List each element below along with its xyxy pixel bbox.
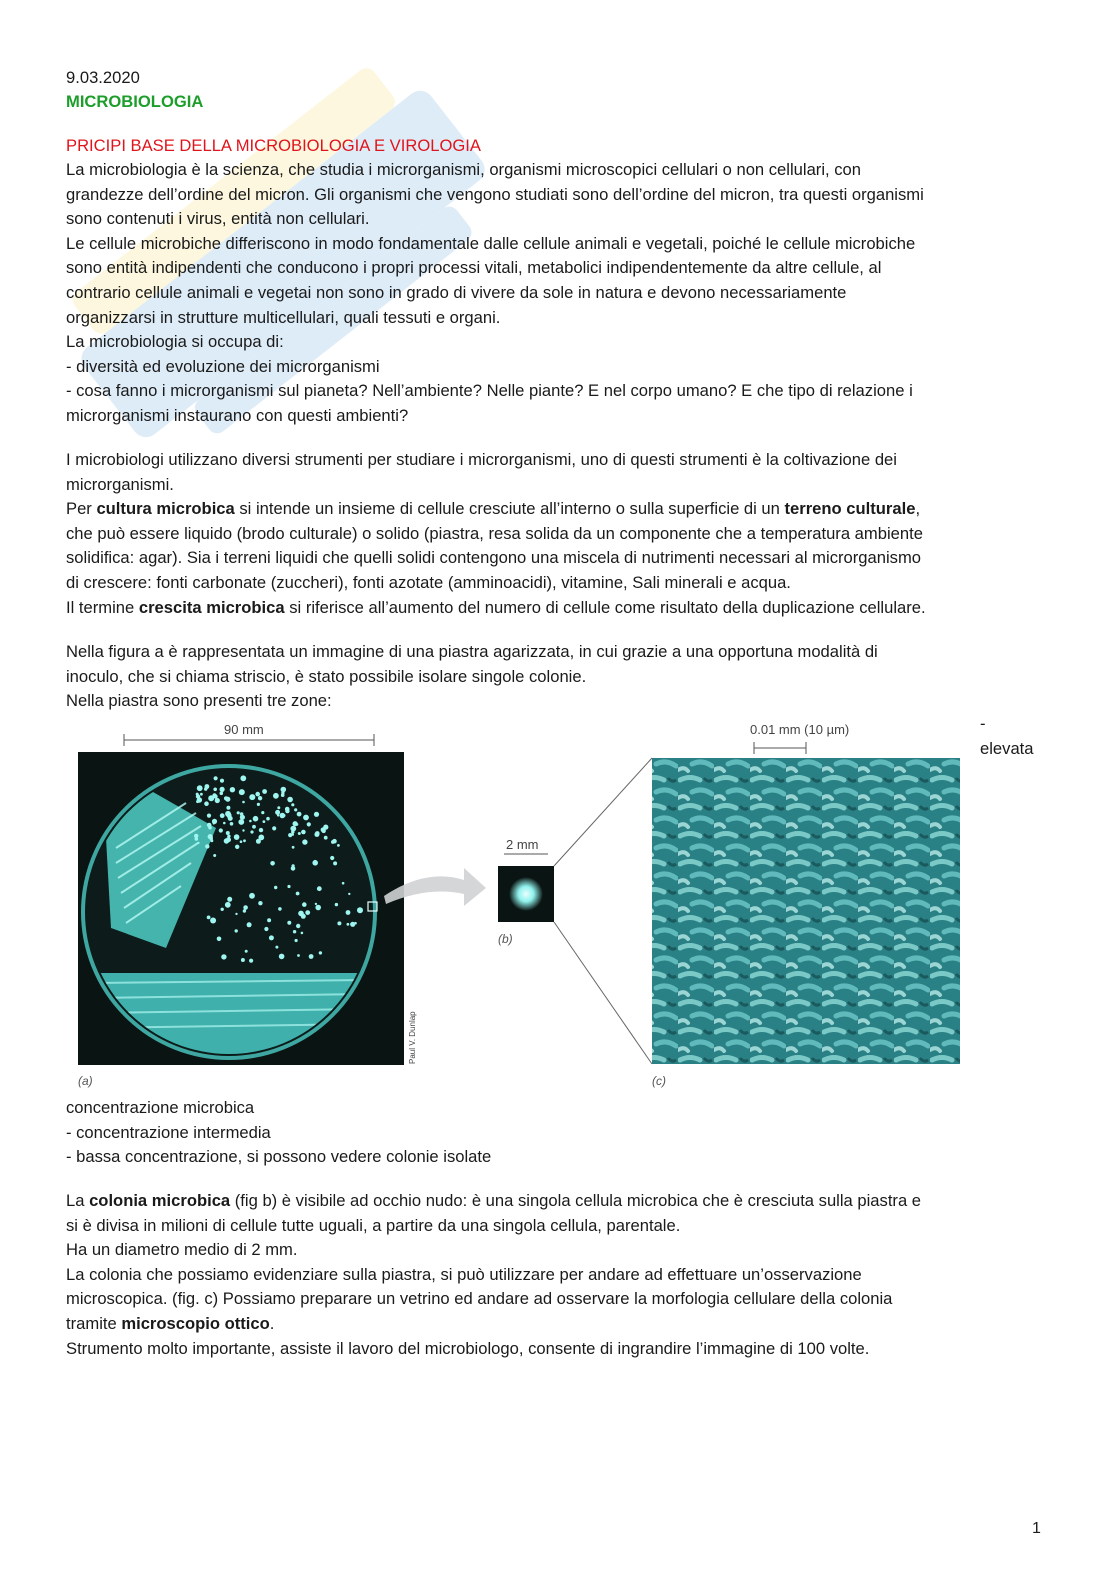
text-line: che può essere liquido (brodo culturale) o solido (piastra, resa solida da un componente che a temperatura ambiente [66,523,923,543]
colony-dot [315,903,317,905]
text-run: , [915,499,921,519]
term-cultura-microbica: cultura microbica [96,499,235,519]
colony-dot [333,861,337,865]
sem-cell-image-shade [652,758,960,1064]
colony-dot [337,921,341,925]
photo-credit: Paul V. Dunlap [408,1011,417,1064]
colony-dot [309,954,314,959]
colony-dot [274,886,277,889]
section-title: PRICIPI BASE DELLA MICROBIOLOGIA E VIROLOGIA [66,136,481,155]
colony-dot [217,937,222,942]
colony-dot [307,822,311,826]
text-line: organizzarsi in strutture multicellulari, quali tessuti e organi. [66,307,501,327]
colony-dot [238,819,244,825]
single-colony [509,877,543,911]
colony-dot [255,792,260,797]
colony-dot [243,839,246,842]
colony-dot [258,901,262,905]
colony-dot [220,813,225,818]
colony-dot [239,789,245,795]
colony-dot [297,812,302,817]
colony-dot [270,861,275,866]
text-run: (fig b) è visibile ad occhio nudo: è una singola cellula microbica che è cresciuta sulla piastra e [230,1191,922,1210]
list-item: - diversità ed evoluzione dei microrganismi [66,356,380,376]
colony-dot [240,840,243,843]
colony-dot [242,801,245,804]
colony-dot [288,833,292,837]
colony-dot [225,902,231,908]
colony-dot [234,834,240,840]
colony-dot [301,830,306,835]
text-line: microrganismi. [66,474,174,494]
text-line: solidifica: agar). Sia i terreni liquidi che quelli solidi contengono una miscela di nutrimenti necessari al microrganismo [66,548,921,568]
colony-dot [275,810,280,815]
colony-dot [296,924,300,928]
colony-dot [213,854,216,857]
colony-dot [210,918,216,924]
colony-dot [205,844,209,848]
colony-dot [225,797,230,802]
colony-dot [317,886,322,891]
colony-dot [227,835,230,838]
colony-dot [235,845,239,849]
intro-paragraph [66,158,1056,429]
colony-dot [323,825,328,830]
colony-dot [196,793,199,796]
colony-dot [319,951,322,954]
colony-dot [219,828,223,832]
colony-dot [354,922,357,925]
scale-label-b: 2 mm [506,837,539,852]
colony-dot [277,814,279,816]
colony-dot [347,923,350,926]
list-item: concentrazione microbica [66,1098,255,1117]
colony-dot [267,918,271,922]
colony-dot [285,809,289,813]
colony-dot [330,856,334,860]
colony-dot [253,816,259,822]
colony-dot [295,939,298,942]
text-line: Strumento molto importante, assiste il lavoro del microbiologo, consente di ingrandire l’immagine di 100 volte. [66,1338,870,1358]
term-crescita-microbica: crescita microbica [138,597,285,617]
colony-dot [196,800,199,803]
colony-dot [207,916,211,920]
colony-dot [225,811,231,817]
colony-dot [292,864,295,867]
colony-dot [315,905,321,911]
colony-dot [302,902,307,907]
colony-dot [278,907,282,911]
colony-dot [220,792,224,796]
colony-dot [291,803,294,806]
side-dash: - [980,714,986,733]
colony-dot [287,921,291,925]
colony-dot [227,897,232,902]
colony-dot [346,910,351,915]
text-run: Per [66,499,97,519]
scale-label-a: 90 mm [224,722,264,737]
colony-dot [214,776,218,780]
colony-dot [235,913,237,915]
zoom-line-bottom [554,922,652,1064]
colony-dot [342,882,345,885]
text-line: microscopica. (fig. c) Possiamo preparare un vetrino ed andare ad osservare la morfologia cellulare della colonia [66,1289,893,1309]
colony-dot [226,831,230,835]
colony-dot [205,784,210,789]
colony-dot [245,950,248,953]
colony-dot [242,829,244,831]
colony-dot [197,785,203,791]
colony-dot [314,860,317,863]
text-line [66,497,1056,522]
colony-paragraph [66,1189,1056,1361]
text-run: si intende un insieme di cellule cresciute all’interno o sulla superficie di un [234,499,785,519]
text-line: microrganismi instaurano con questi ambienti? [66,405,409,425]
colony-dot [272,826,276,830]
colony-dot [257,803,260,806]
colony-dot [258,796,262,800]
colony-dot [259,828,263,832]
colony-dot [273,793,279,799]
colony-dot [305,910,310,915]
text-run: tramite [66,1313,122,1333]
zoom-line-top [554,758,652,866]
colony-dot [281,791,284,794]
text-line: Ha un diametro medio di 2 mm. [66,1240,298,1260]
text-run: Il termine [66,597,139,617]
text-line: La colonia che possiamo evidenziare sulla piastra, si può utilizzare per andare ad effettuare un’osservazione [66,1264,862,1284]
colony-dot [302,839,307,844]
colony-dot [249,893,255,899]
colony-dot [240,775,246,781]
text-line: La microbiologia si occupa di: [66,332,284,352]
colony-dot [197,842,199,844]
colony-dot [287,797,293,803]
colony-dot [250,830,253,833]
text-line: inoculo, che si chiama striscio, è stato possibile isolare singole colonie. [66,666,587,686]
agar-plate-figure [66,718,1056,1098]
colony-dot [301,914,306,919]
colony-dot [294,808,297,811]
text-line: Le cellule microbiche differiscono in modo fondamentale dalle cellule animali e vegetali, poiché le cellule microbiche [66,233,916,253]
colony-dot [264,927,268,931]
text-line [66,596,1056,621]
colony-dot [303,815,309,821]
colony-dot [212,819,217,824]
colony-dot [348,893,350,895]
colony-dot [277,806,280,809]
document-title: MICROBIOLOGIA [66,92,204,111]
colony-dot [335,903,338,906]
colony-dot [208,834,213,839]
colony-dot [258,835,264,841]
colony-dot [315,831,320,836]
colony-dot [237,811,240,814]
term-terreno-culturale: terreno culturale [784,499,916,519]
colony-dot [314,812,319,817]
text-run: si riferisce all’aumento del numero di cellule come risultato della duplicazione cellulare. [284,597,926,617]
colony-dot [298,832,301,835]
colony-dot [252,825,256,829]
text-line: si è divisa in milioni di cellule tutte uguali, a partire da una singola cellula, parentale. [66,1215,681,1235]
colony-dot [226,806,230,810]
text-run: La [66,1191,90,1210]
side-elevata-text: elevata [980,739,1034,758]
colony-dot [290,826,296,832]
colony-dot [243,905,248,910]
scale-label-c: 0.01 mm (10 µm) [750,722,850,737]
colony-dot [249,794,255,800]
list-item: - bassa concentrazione, si possono vedere colonie isolate [66,1147,492,1167]
colony-dot [287,885,290,888]
term-microscopio-ottico: microscopio ottico [121,1313,270,1333]
figure-label-b: (b) [498,932,513,946]
colony-dot [235,929,238,932]
colony-dot [249,959,253,963]
colony-dot [292,846,295,849]
colony-dot [266,817,270,821]
colony-dot [241,958,245,962]
colony-dot [249,820,252,823]
colony-dot [324,836,328,840]
colony-dot [221,908,224,911]
colony-dot [200,793,203,796]
text-line: Nella piastra sono presenti tre zone: [66,691,332,711]
colony-dot [331,840,335,844]
text-line: La microbiologia è la scienza, che studia i microrganismi, organismi microscopici cellulari o non cellulari, con [66,160,861,179]
figure-intro-paragraph [66,640,1056,714]
colony-dot [207,814,211,818]
colony-dot [275,946,278,949]
text-line: sono contenuti i virus, entità non cellulari. [66,209,370,229]
text-line [66,1312,1056,1337]
document-date: 9.03.2020 [66,68,140,87]
text-line: di crescere: fonti carbonate (zuccheri), fonti azotate (amminoacidi), vitamine, Sali minerali e acqua. [66,572,791,592]
text-line: sono entità indipendenti che conducono i propri processi vitali, metabolici indipendentemente da altre cellule, al [66,258,882,278]
colony-dot [240,815,245,820]
zones-list [66,1096,1056,1170]
colony-dot [220,787,225,792]
colony-dot [269,935,274,940]
text-run: . [269,1313,275,1333]
colony-dot [293,930,296,933]
list-item: - cosa fanno i microrganismi sul pianeta? Nell’ambiente? Nelle piante? E nel corpo umano? E che tipo di relazione i [66,381,913,401]
page-number: 1 [1032,1520,1041,1537]
text-line: grandezze dell’ordine del micron. Gli organismi che vengono studiati sono dell’ordine del micron, tra questi organismi [66,184,924,204]
colony-dot [279,954,285,960]
colony-dot [262,789,267,794]
term-colonia-microbica: colonia microbica [89,1191,231,1210]
text-line: Nella figura a è rappresentata un immagine di una piastra agarizzata, in cui grazie a una opportuna modalità di [66,642,878,661]
colony-dot [296,892,300,896]
text-line: I microbiologi utilizzano diversi strumenti per studiare i microrganismi, uno di questi strumenti è la coltivazione dei [66,450,897,469]
colony-dot [263,820,266,823]
list-item: - concentrazione intermedia [66,1122,271,1142]
colony-dot [280,813,286,819]
culture-paragraph [66,448,1056,620]
colony-dot [297,954,300,957]
figure-label-c: (c) [652,1074,666,1088]
colony-dot [243,909,246,912]
colony-dot [223,822,226,825]
colony-dot [261,811,264,814]
colony-dot [296,823,299,826]
colony-dot [230,787,235,792]
colony-dot [194,834,198,838]
text-line: contrario cellule animali e vegetai non sono in grado di vivere da sole in natura e devono necessariamente [66,282,847,302]
colony-dot [204,801,209,806]
colony-dot [301,932,304,935]
colony-dot [207,823,212,828]
colony-dot [247,922,252,927]
colony-dot [230,822,234,826]
colony-dot [213,788,217,792]
text-line [66,1189,1056,1214]
colony-dot [221,954,226,959]
colony-dot [357,907,363,913]
colony-dot [213,794,217,798]
figure-illustration [66,718,1056,1098]
figure-label-a: (a) [78,1074,93,1088]
colony-dot [337,844,340,847]
colony-dot [220,779,224,783]
